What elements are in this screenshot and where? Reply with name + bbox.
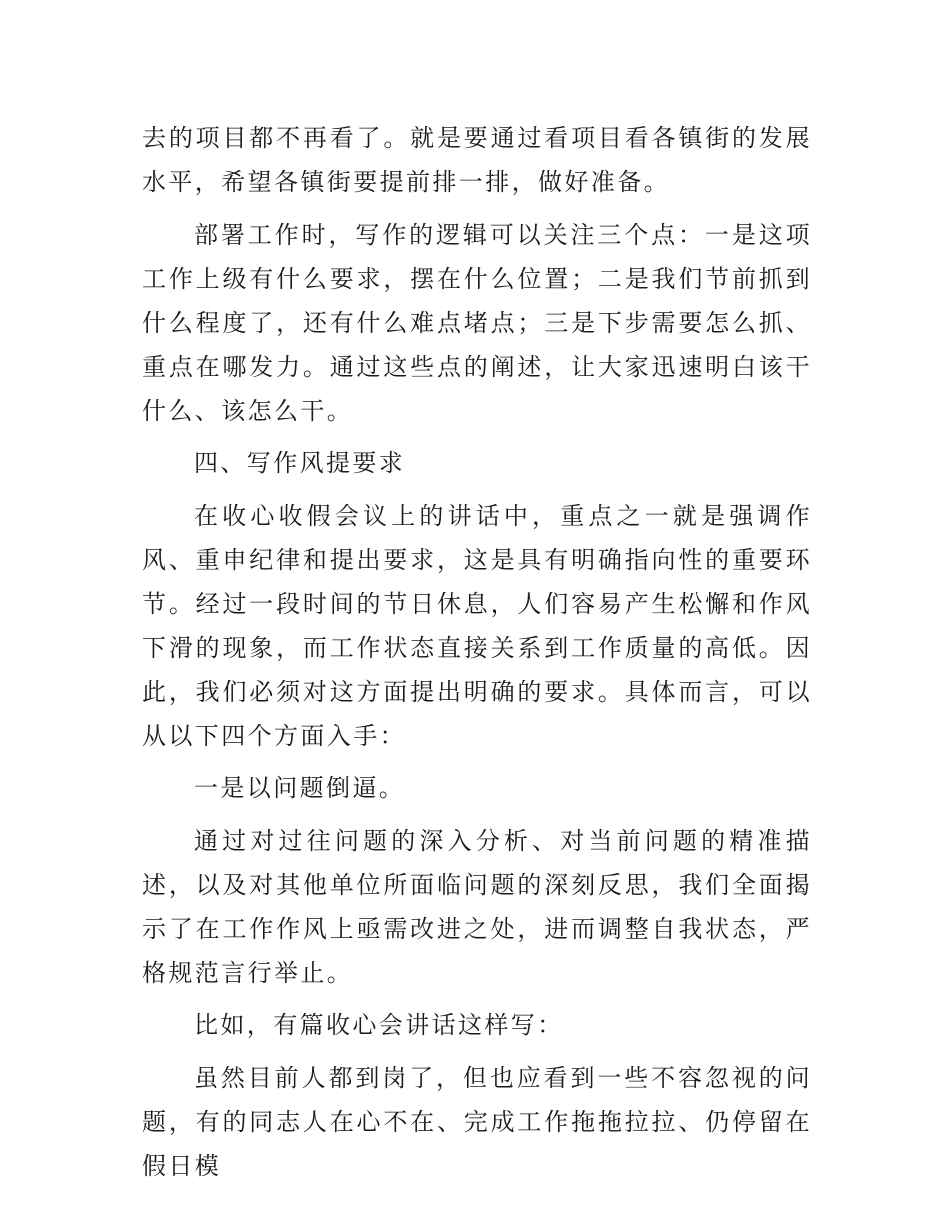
example-quote: 虽然目前人都到岗了，但也应看到一些不容忽视的问题，有的同志人在心不在、完成工作拖拖拉拉、仍停留在假日模	[142, 1063, 812, 1180]
example-intro: 比如，有篇收心会讲话这样写：	[194, 1011, 564, 1039]
paragraph-2: 部署工作时，写作的逻辑可以关注三个点：一是这项工作上级有什么要求，摆在什么位置；二是我们节前抓到什么程度了，还有什么难点堵点；三是下步需要怎么抓、重点在哪发力。通过这些点的阐述，让大家迅速明白该干什么、该怎么干。	[142, 220, 812, 425]
document-body	[142, 116, 812, 1196]
section-heading-4: 四、写作风提要求	[194, 449, 406, 477]
paragraph-3: 在收心收假会议上的讲话中，重点之一就是强调作风、重申纪律和提出要求，这是具有明确指向性的重要环节。经过一段时间的节日休息，人们容易产生松懈和作风下滑的现象，而工作状态直接关系到工作质量的高低。因此，我们必须对这方面提出明确的要求。具体而言，可以从以下四个方面入手：	[142, 501, 812, 750]
point-1-heading: 一是以问题倒逼。	[194, 774, 406, 802]
paragraph-4: 通过对过往问题的深入分析、对当前问题的精准描述，以及对其他单位所面临问题的深刻反思，我们全面揭示了在工作作风上亟需改进之处，进而调整自我状态，严格规范言行举止。	[142, 826, 812, 987]
paragraph-1: 去的项目都不再看了。就是要通过看项目看各镇街的发展水平，希望各镇街要提前排一排，做好准备。	[142, 124, 812, 196]
